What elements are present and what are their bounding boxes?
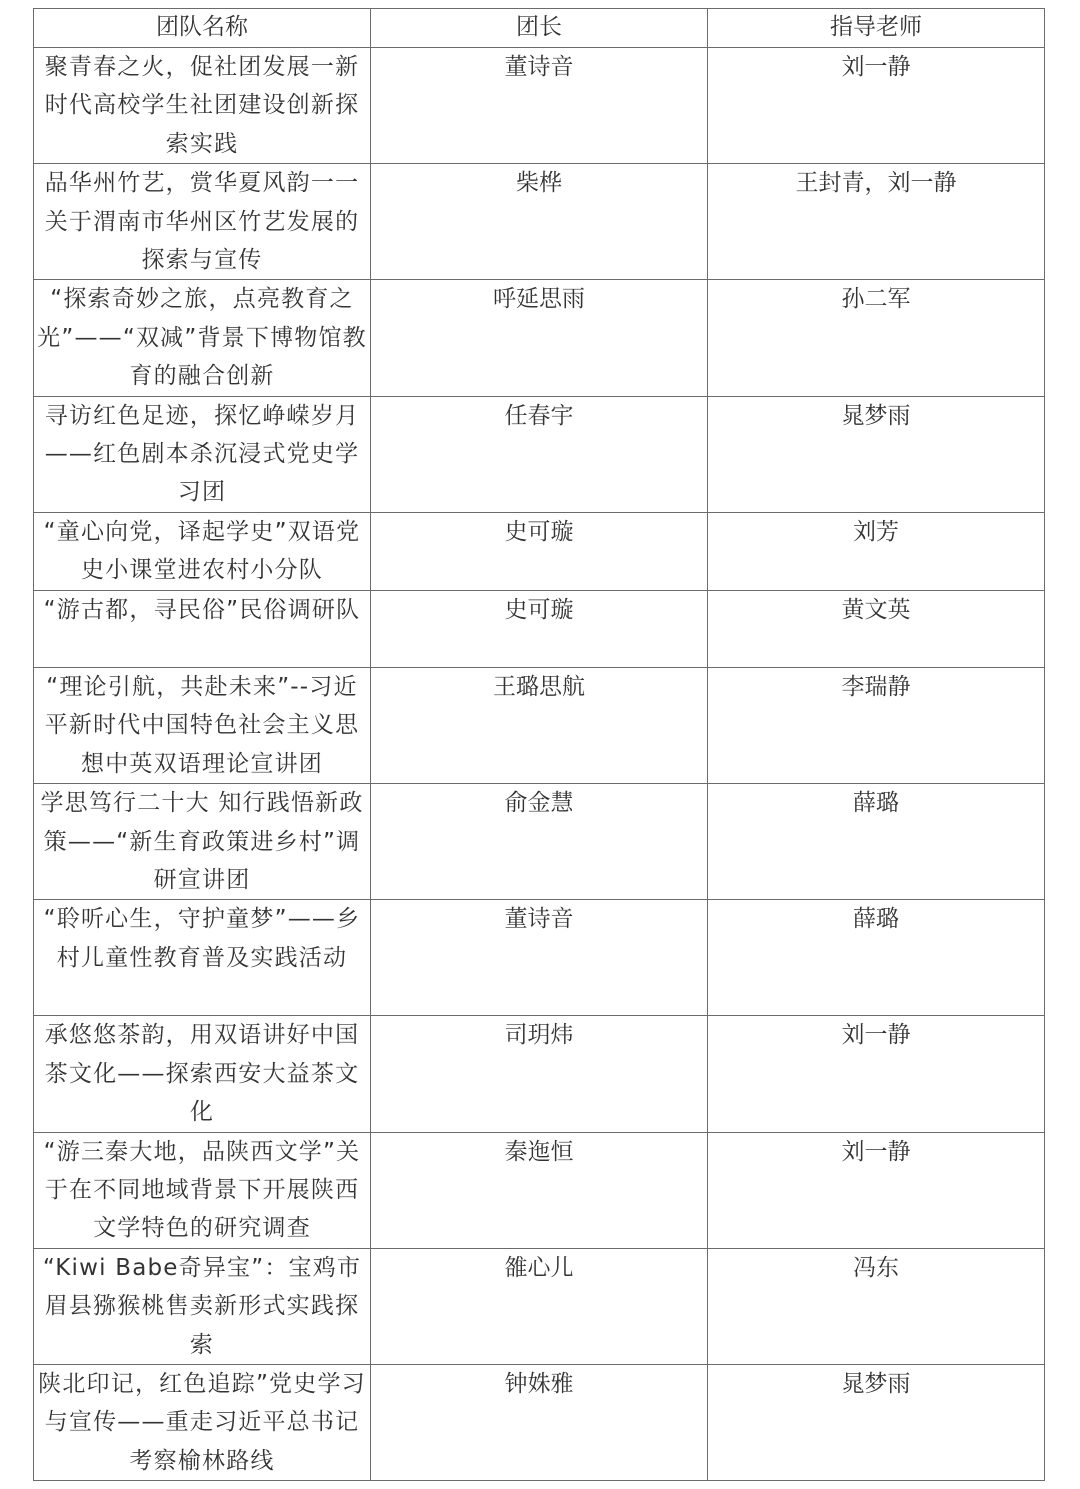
team-name-cell: “游古都，寻民俗”民俗调研队 xyxy=(34,590,371,667)
advisor-cell: 刘一静 xyxy=(708,48,1045,164)
team-name-cell: 学思笃行二十大 知行践悟新政策——“新生育政策进乡村”调研宣讲团 xyxy=(34,784,371,900)
team-name-cell: 寻访红色足迹，探忆峥嵘岁月——红色剧本杀沉浸式党史学习团 xyxy=(34,396,371,512)
leader-cell: 秦迤恒 xyxy=(371,1132,708,1248)
table-row xyxy=(34,900,1045,1016)
team-table xyxy=(33,8,1045,1481)
leader-cell: 司玥炜 xyxy=(371,1016,708,1132)
advisor-cell: 晁梦雨 xyxy=(708,396,1045,512)
advisor-cell: 薛璐 xyxy=(708,900,1045,1016)
team-name-cell: “探索奇妙之旅，点亮教育之光”——“双减”背景下博物馆教育的融合创新 xyxy=(34,280,371,396)
table-row xyxy=(34,164,1045,280)
table-row xyxy=(34,1248,1045,1364)
table-row xyxy=(34,1364,1045,1480)
team-name-cell: 承悠悠茶韵，用双语讲好中国茶文化——探索西安大益茶文化 xyxy=(34,1016,371,1132)
leader-cell: 呼延思雨 xyxy=(371,280,708,396)
leader-cell: 俞金慧 xyxy=(371,784,708,900)
team-name-cell: “Kiwi Babe奇异宝”：宝鸡市眉县猕猴桃售卖新形式实践探索 xyxy=(34,1248,371,1364)
team-name-cell: “聆听心生，守护童梦”——乡村儿童性教育普及实践活动 xyxy=(34,900,371,1016)
table-row xyxy=(34,667,1045,783)
leader-cell: 史可璇 xyxy=(371,590,708,667)
advisor-cell: 王封青，刘一静 xyxy=(708,164,1045,280)
table-row xyxy=(34,280,1045,396)
leader-cell: 雒心儿 xyxy=(371,1248,708,1364)
leader-cell: 柴桦 xyxy=(371,164,708,280)
advisor-cell: 李瑞静 xyxy=(708,667,1045,783)
advisor-cell: 黄文英 xyxy=(708,590,1045,667)
table-row xyxy=(34,784,1045,900)
header-leader: 团长 xyxy=(371,9,708,48)
leader-cell: 史可璇 xyxy=(371,512,708,590)
advisor-cell: 刘一静 xyxy=(708,1016,1045,1132)
leader-cell: 钟姝雅 xyxy=(371,1364,708,1480)
team-name-cell: “游三秦大地，品陕西文学”关于在不同地域背景下开展陕西文学特色的研究调查 xyxy=(34,1132,371,1248)
leader-cell: 董诗音 xyxy=(371,48,708,164)
leader-cell: 任春宇 xyxy=(371,396,708,512)
team-name-cell: “理论引航，共赴未来”--习近平新时代中国特色社会主义思想中英双语理论宣讲团 xyxy=(34,667,371,783)
team-name-cell: “童心向党，译起学史”双语党史小课堂进农村小分队 xyxy=(34,512,371,590)
table-row xyxy=(34,1016,1045,1132)
table-row xyxy=(34,1132,1045,1248)
team-name-cell: 聚青春之火，促社团发展一新时代高校学生社团建设创新探索实践 xyxy=(34,48,371,164)
team-name-cell: 品华州竹艺，赏华夏风韵一一关于渭南市华州区竹艺发展的探索与宣传 xyxy=(34,164,371,280)
header-advisor: 指导老师 xyxy=(708,9,1045,48)
advisor-cell: 刘芳 xyxy=(708,512,1045,590)
header-team-name: 团队名称 xyxy=(34,9,371,48)
advisor-cell: 冯东 xyxy=(708,1248,1045,1364)
leader-cell: 董诗音 xyxy=(371,900,708,1016)
table-row xyxy=(34,396,1045,512)
table-row xyxy=(34,590,1045,667)
leader-cell: 王璐思航 xyxy=(371,667,708,783)
team-name-cell: 陕北印记，红色追踪”党史学习与宣传——重走习近平总书记考察榆林路线 xyxy=(34,1364,371,1480)
table-row xyxy=(34,48,1045,164)
table-row xyxy=(34,512,1045,590)
advisor-cell: 刘一静 xyxy=(708,1132,1045,1248)
advisor-cell: 薛璐 xyxy=(708,784,1045,900)
advisor-cell: 晁梦雨 xyxy=(708,1364,1045,1480)
table-header-row xyxy=(34,9,1045,48)
advisor-cell: 孙二军 xyxy=(708,280,1045,396)
